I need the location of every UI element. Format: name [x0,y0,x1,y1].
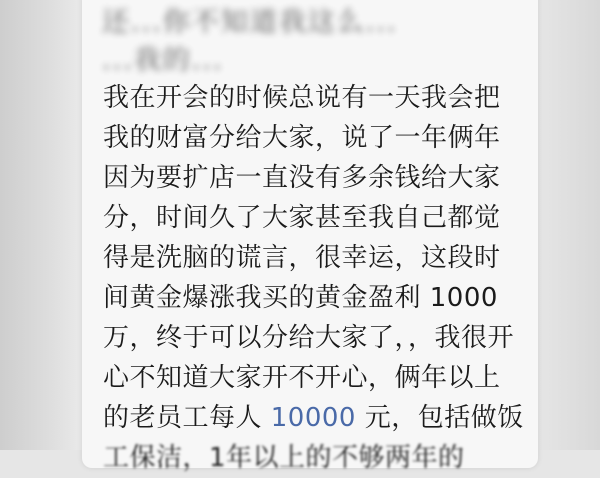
message-line-1: 我在开会的时候总说有一天我会把 [103,83,501,113]
message-line-2: 我的财富分给大家，说了一年俩年 [103,123,501,153]
blurred-text-line-1: 还...你不知道我这么... [102,7,398,38]
screen-edge-shadow [0,0,90,450]
message-line-3: 因为要扩店一直没有多余钱给大家 [103,163,501,193]
message-text[interactable] [103,78,543,478]
message-line-10: 工保洁，1年以上的不够两年的 [103,443,465,473]
message-line-8: 心不知道大家开不开心，俩年以上 [103,363,501,393]
message-line-4: 分，时间久了大家甚至我自己都觉 [103,203,501,233]
amount-number-link[interactable]: 10000 [270,403,356,433]
message-line-5: 得是洗脑的谎言，很幸运，这段时 [103,243,501,273]
line-9-after-text: 元，包括做饭 [355,403,524,433]
message-line-6: 间黄金爆涨我买的黄金盈利 1000 [103,283,498,313]
message-line-7: 万，终于可以分给大家了，，我很开 [103,323,515,353]
line-9-before-text: 的老员工每人 [103,403,271,433]
blurred-text-line-2: ...我的... [102,45,224,76]
message-line-9 [103,398,543,438]
